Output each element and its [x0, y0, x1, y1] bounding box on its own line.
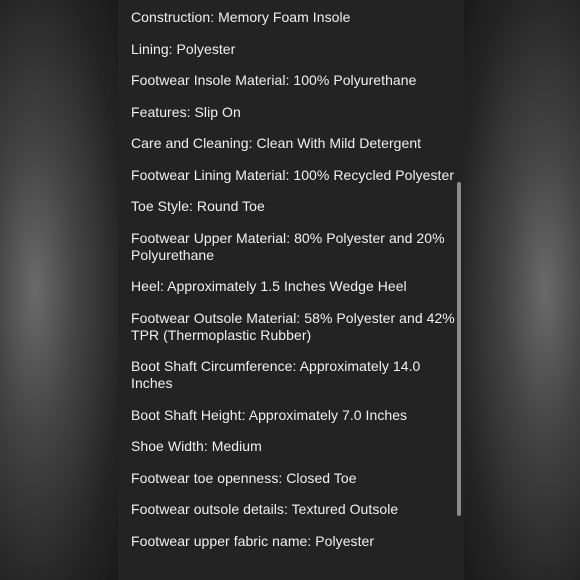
spec-item-toe-openness: Footwear toe openness: Closed Toe — [131, 469, 357, 486]
spec-item-construction: Construction: Memory Foam Insole — [131, 9, 351, 25]
vertical-scrollbar[interactable] — [457, 0, 463, 580]
spec-item-upper-fabric: Footwear upper fabric name: Polyester — [131, 532, 375, 549]
spec-item-toe-style: Toe Style: Round Toe — [131, 198, 265, 214]
right-background — [464, 0, 580, 580]
spec-item-outsole-material: Footwear Outsole Material: 58% Polyester and 42% TPR (Thermoplastic Rubber) — [131, 309, 455, 343]
spec-item-shaft-height: Boot Shaft Height: Approximately 7.0 Inches — [131, 406, 408, 423]
spec-item-insole-material: Footwear Insole Material: 100% Polyurethane — [131, 72, 417, 88]
scrollbar-thumb[interactable] — [457, 182, 461, 516]
spec-item-shaft-circumference: Boot Shaft Circumference: Approximately 14.0 Inches — [131, 358, 421, 391]
spec-item-shoe-width: Shoe Width: Medium — [131, 438, 262, 454]
spec-item-outsole-details: Footwear outsole details: Textured Outsole — [131, 501, 399, 517]
spec-item-lining-material: Footwear Lining Material: 100% Recycled Polyester — [131, 166, 455, 183]
spec-item-features: Features: Slip On — [131, 103, 241, 120]
product-details-panel[interactable] — [118, 0, 464, 580]
spec-item-lining: Lining: Polyester — [131, 40, 236, 57]
left-background — [0, 0, 118, 580]
spec-item-heel: Heel: Approximately 1.5 Inches Wedge Heel — [131, 278, 407, 294]
spec-item-upper-material: Footwear Upper Material: 80% Polyester and 20% Polyurethane — [131, 229, 445, 263]
specifications-list — [131, 9, 456, 564]
spec-item-care-cleaning: Care and Cleaning: Clean With Mild Detergent — [131, 135, 422, 151]
